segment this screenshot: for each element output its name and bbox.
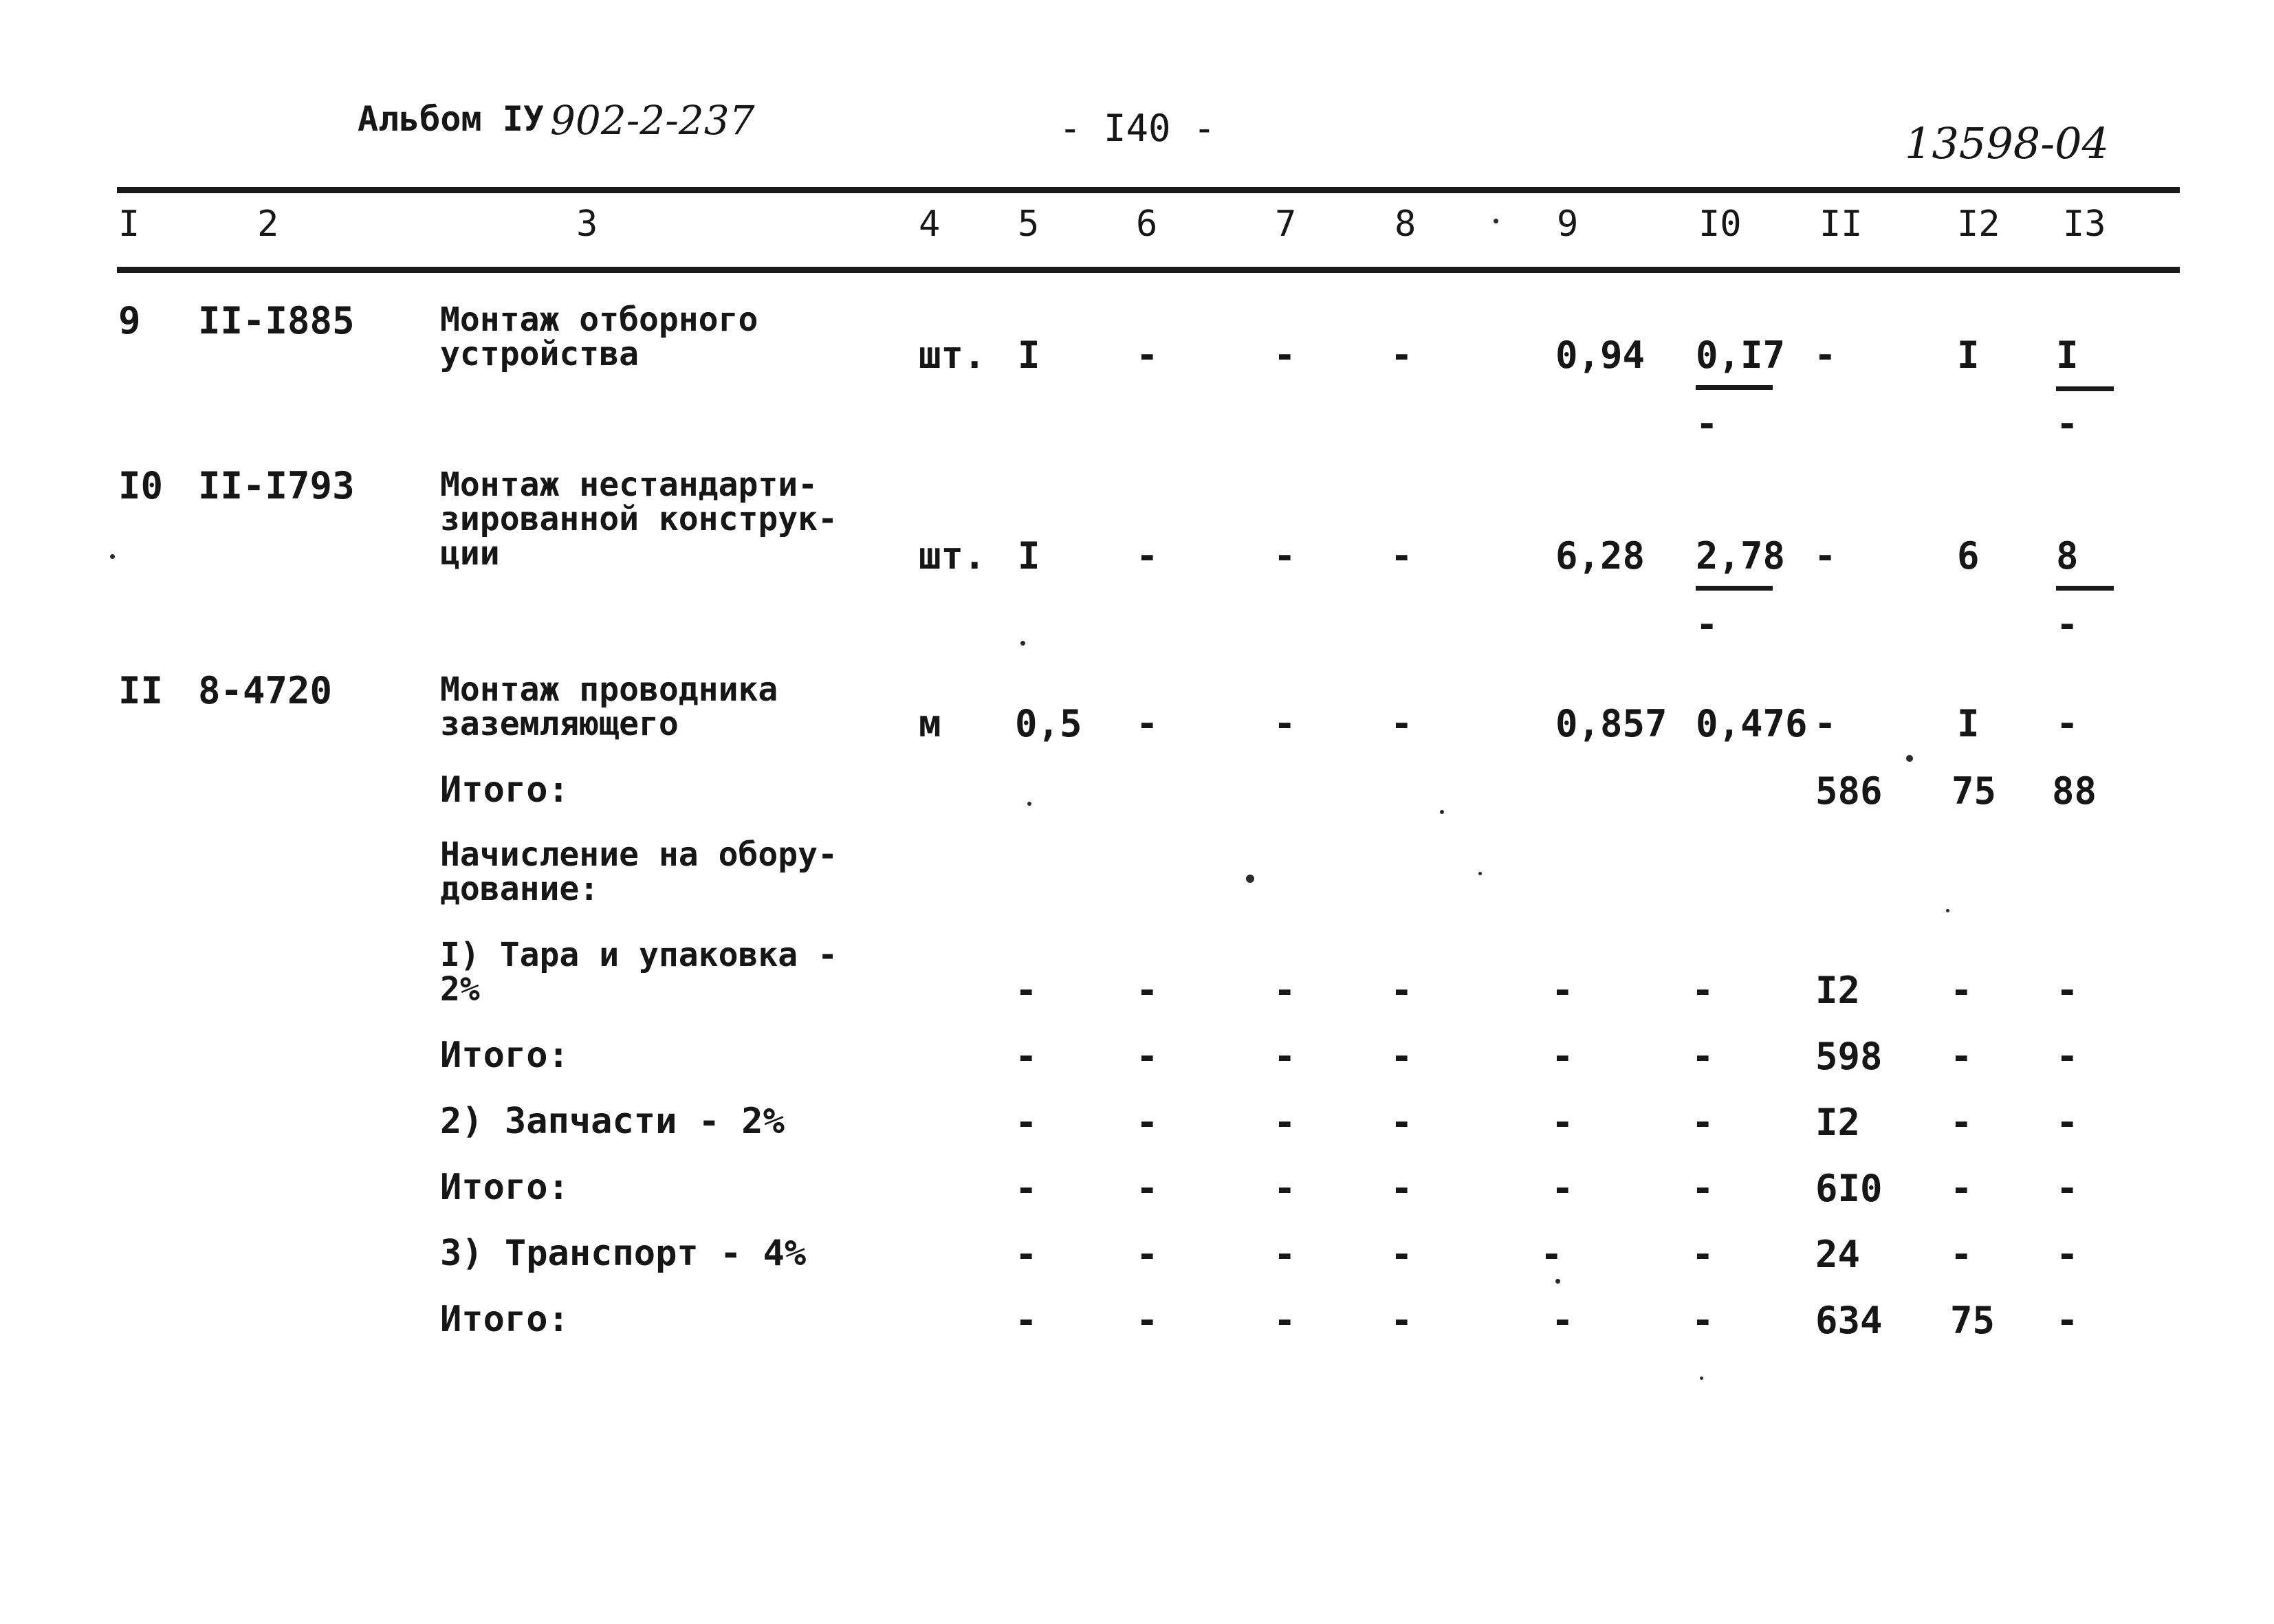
cell-col7: - — [1273, 1101, 1296, 1144]
cell-col12: 75 — [1950, 1299, 1996, 1342]
row-code: II-I885 — [198, 299, 355, 342]
accrual-label: 2) Запчасти - 2% — [440, 1101, 785, 1142]
underline — [2056, 586, 2114, 591]
cell-col8: - — [1390, 1101, 1413, 1144]
underline — [1696, 385, 1773, 390]
cell-col13-below: - — [2056, 402, 2079, 446]
cell-col6: - — [1136, 1167, 1159, 1210]
column-header: II — [1819, 204, 1863, 245]
cell-col9: - — [1551, 1299, 1574, 1342]
cell-col10: - — [1692, 1035, 1714, 1078]
row-number: II — [118, 669, 164, 712]
cell-col7: - — [1273, 969, 1296, 1012]
cell-col13: - — [2056, 1233, 2079, 1276]
cell-col8: - — [1390, 1167, 1413, 1210]
column-header: 6 — [1136, 204, 1158, 245]
cell-col13: - — [2056, 1167, 2079, 1210]
cell-col8: - — [1390, 1233, 1413, 1276]
cell-col12: - — [1950, 1233, 1973, 1276]
column-header: I0 — [1698, 204, 1742, 245]
cell-col11: I2 — [1815, 969, 1861, 1012]
cell-col8: - — [1390, 969, 1413, 1012]
cell-col8: - — [1390, 1035, 1413, 1078]
cell-col12: I — [1957, 333, 1980, 377]
cell-col13: 8 — [2056, 534, 2079, 578]
cell-col13: I — [2056, 333, 2079, 377]
cell-col6: - — [1136, 1035, 1159, 1078]
accrual-label: 3) Транспорт - 4% — [440, 1233, 807, 1274]
total-col11: 586 — [1815, 769, 1883, 813]
cell-col11: - — [1814, 702, 1837, 745]
cell-col13: - — [2056, 1101, 2079, 1144]
cell-col6: - — [1136, 1233, 1159, 1276]
cell-col9: - — [1551, 1035, 1574, 1078]
row-unit: шт. — [919, 333, 986, 377]
cell-col12: - — [1950, 969, 1973, 1012]
cell-col7: - — [1273, 1167, 1296, 1210]
cell-col5: - — [1015, 1035, 1038, 1078]
column-header: I3 — [2063, 204, 2106, 245]
scan-speck — [110, 554, 115, 559]
cell-col10: - — [1692, 1167, 1714, 1210]
cell-col11: - — [1814, 534, 1837, 578]
cell-col8: - — [1390, 534, 1413, 578]
table-top-rule — [117, 187, 2180, 193]
cell-col11: 634 — [1815, 1299, 1883, 1342]
cell-col5: I — [1018, 534, 1040, 578]
cell-col10-below: - — [1696, 402, 1718, 446]
column-header: 2 — [257, 204, 279, 245]
cell-col9: 0,857 — [1555, 702, 1668, 745]
accrual-label: Итого: — [440, 1167, 569, 1208]
cell-col8: - — [1390, 333, 1413, 377]
cell-col5: I — [1018, 333, 1040, 377]
accrual-label: Итого: — [440, 1035, 569, 1076]
cell-col10: - — [1692, 1233, 1714, 1276]
cell-col6: - — [1136, 702, 1159, 745]
row-number: I0 — [118, 464, 164, 507]
cell-col10-below: - — [1696, 603, 1718, 646]
cell-col6: - — [1136, 969, 1159, 1012]
scan-speck — [1440, 810, 1444, 814]
document-code: 13598-04 — [1905, 118, 2110, 168]
column-header: 8 — [1395, 204, 1417, 245]
cell-col6: - — [1136, 1299, 1159, 1342]
cell-col7: - — [1273, 1233, 1296, 1276]
scan-speck — [1494, 219, 1498, 223]
column-header: 3 — [576, 204, 598, 245]
scan-speck — [1027, 802, 1031, 806]
cell-col10: - — [1692, 1101, 1714, 1144]
column-header: 7 — [1275, 204, 1297, 245]
cell-col9: - — [1540, 1233, 1563, 1276]
accrual-heading: Начисление на обору- дование: — [440, 835, 838, 908]
cell-col8: - — [1390, 702, 1413, 745]
cell-col12: - — [1950, 1035, 1973, 1078]
accrual-label: Итого: — [440, 1299, 569, 1340]
cell-col5: 0,5 — [1015, 702, 1082, 745]
cell-col10: - — [1692, 1299, 1714, 1342]
cell-col6: - — [1136, 333, 1159, 377]
cell-col10: 0,I7 — [1696, 333, 1786, 377]
cell-col7: - — [1273, 534, 1296, 578]
cell-col13: - — [2056, 702, 2079, 745]
scan-speck — [1906, 755, 1913, 762]
cell-col8: - — [1390, 1299, 1413, 1342]
cell-col11: 598 — [1815, 1035, 1883, 1078]
column-header: I — [118, 204, 140, 245]
cell-col12: - — [1950, 1167, 1973, 1210]
cell-col7: - — [1273, 1035, 1296, 1078]
cell-col7: - — [1273, 1299, 1296, 1342]
total-label: Итого: — [440, 769, 569, 811]
cell-col9: - — [1551, 969, 1574, 1012]
cell-col12: I — [1957, 702, 1980, 745]
cell-col13-below: - — [2056, 603, 2079, 646]
total-col12: 75 — [1952, 769, 1997, 813]
cell-col10: - — [1692, 969, 1714, 1012]
cell-col12: - — [1950, 1101, 1973, 1144]
total-col13: 88 — [2052, 769, 2097, 813]
album-label: Альбом IУ — [358, 99, 544, 139]
cell-col11: - — [1814, 333, 1837, 377]
cell-col5: - — [1015, 1299, 1038, 1342]
column-header: 9 — [1557, 204, 1579, 245]
underline — [2056, 386, 2114, 391]
scan-speck — [1946, 909, 1949, 912]
column-header: 4 — [919, 204, 941, 245]
cell-col7: - — [1273, 333, 1296, 377]
accrual-label: I) Тара и упаковка - 2% — [440, 936, 838, 1009]
cell-col9: 0,94 — [1555, 333, 1646, 377]
row-description: Монтаж проводника заземляющего — [440, 670, 778, 743]
header-bottom-rule — [117, 267, 2180, 273]
scan-speck — [1246, 875, 1254, 883]
scan-speck — [1555, 1279, 1560, 1284]
column-header: 5 — [1018, 204, 1040, 245]
cell-col5: - — [1015, 1233, 1038, 1276]
cell-col9: - — [1551, 1167, 1574, 1210]
cell-col6: - — [1136, 534, 1159, 578]
row-unit: м — [919, 702, 941, 745]
scan-speck — [1478, 872, 1482, 875]
underline — [1696, 586, 1773, 591]
row-description: Монтаж нестандарти- зированной конструк- ции — [440, 465, 838, 573]
page-number: - I40 - — [1059, 107, 1216, 150]
row-code: 8-4720 — [198, 669, 333, 712]
scan-speck — [1700, 1376, 1703, 1380]
cell-col12: 6 — [1957, 534, 1980, 578]
scan-speck — [1020, 641, 1025, 646]
cell-col13: - — [2056, 1299, 2079, 1342]
cell-col9: 6,28 — [1555, 534, 1646, 578]
album-number: 902-2-237 — [550, 97, 755, 144]
cell-col5: - — [1015, 1167, 1038, 1210]
row-unit: шт. — [919, 534, 986, 578]
cell-col7: - — [1273, 702, 1296, 745]
cell-col10: 0,476 — [1696, 702, 1808, 745]
cell-col11: I2 — [1815, 1101, 1861, 1144]
cell-col11: 6I0 — [1815, 1167, 1883, 1210]
row-number: 9 — [118, 299, 141, 342]
row-code: II-I793 — [198, 464, 355, 507]
cell-col9: - — [1551, 1101, 1574, 1144]
cell-col10: 2,78 — [1696, 534, 1786, 578]
cell-col6: - — [1136, 1101, 1159, 1144]
cell-col11: 24 — [1815, 1233, 1861, 1276]
row-description: Монтаж отборного устройства — [440, 300, 758, 373]
column-header: I2 — [1957, 204, 2000, 245]
cell-col13: - — [2056, 1035, 2079, 1078]
cell-col13: - — [2056, 969, 2079, 1012]
cell-col5: - — [1015, 1101, 1038, 1144]
cell-col5: - — [1015, 969, 1038, 1012]
